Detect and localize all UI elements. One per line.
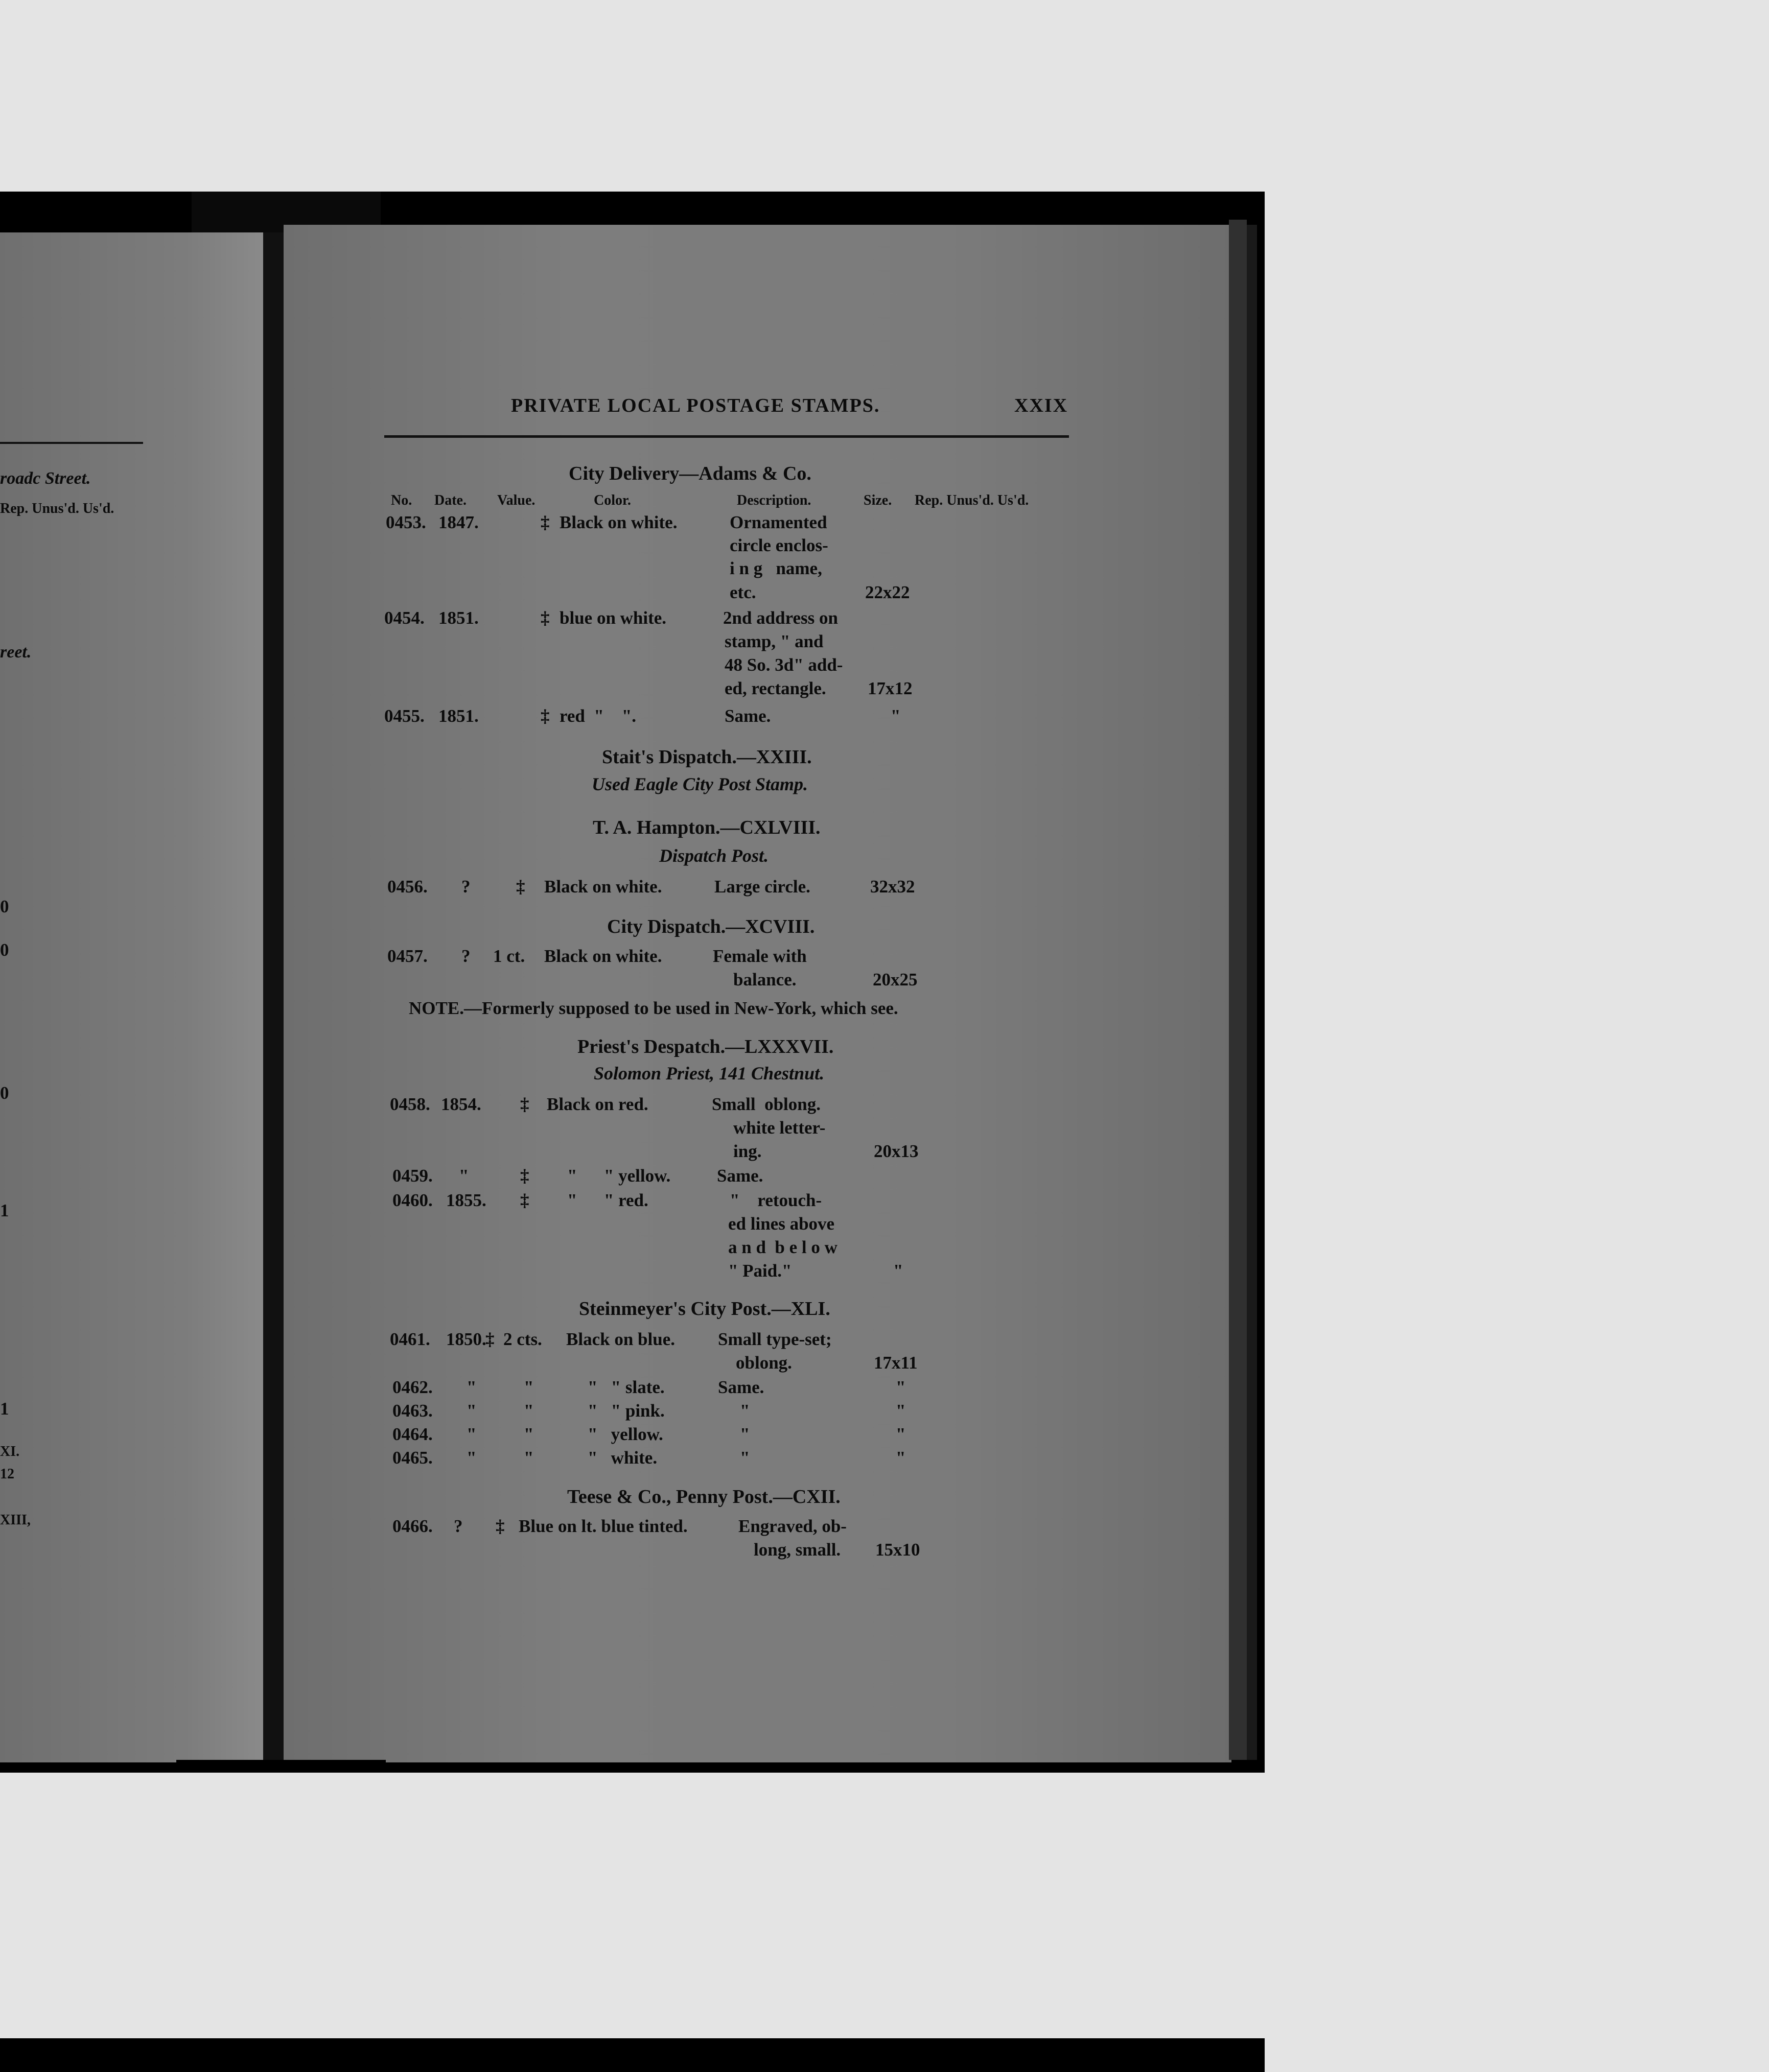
row-value: ‡ bbox=[520, 1190, 529, 1210]
row-value: " bbox=[524, 1424, 534, 1444]
row-color: " " yellow. bbox=[567, 1166, 671, 1186]
row-size: " bbox=[896, 1377, 906, 1397]
row-value: ‡ bbox=[520, 1166, 529, 1186]
row-no: 0458. bbox=[390, 1094, 430, 1114]
row-desc: 2nd address on bbox=[723, 608, 839, 628]
row-value: " bbox=[524, 1401, 534, 1421]
row-desc: stamp, " and bbox=[725, 631, 824, 651]
row-color: " white. bbox=[588, 1448, 658, 1468]
row-desc: Engraved, ob- bbox=[738, 1516, 847, 1536]
row-desc: ing. bbox=[733, 1141, 762, 1161]
row-size: " bbox=[896, 1424, 906, 1444]
left-fragment: 0 bbox=[0, 940, 9, 960]
row-date: " bbox=[459, 1166, 469, 1186]
row-value: " bbox=[524, 1448, 534, 1468]
header-rule bbox=[384, 435, 1069, 438]
row-no: 0457. bbox=[387, 946, 428, 966]
row-color: Black on blue. bbox=[566, 1329, 675, 1349]
row-date: " bbox=[467, 1401, 477, 1421]
row-date: 1851. bbox=[438, 608, 479, 628]
column-header-rep: Rep. Unus'd. Us'd. bbox=[915, 492, 1029, 508]
left-fragment: 1 bbox=[0, 1399, 9, 1419]
row-no: 0453. bbox=[386, 512, 426, 532]
section-title: T. A. Hampton.—CXLVIII. bbox=[593, 817, 821, 838]
row-no: 0461. bbox=[390, 1329, 430, 1349]
row-desc: a n d b e l o w bbox=[728, 1237, 837, 1257]
section-title: Teese & Co., Penny Post.—CXII. bbox=[567, 1486, 841, 1508]
row-no: 0463. bbox=[392, 1401, 433, 1421]
row-desc: long, small. bbox=[754, 1540, 841, 1560]
row-value: ‡ bbox=[496, 1516, 505, 1536]
row-value: ‡ 2 cts. bbox=[485, 1329, 542, 1349]
row-size: " bbox=[896, 1401, 906, 1421]
row-desc: Ornamented bbox=[730, 512, 827, 532]
page-edge bbox=[1229, 220, 1247, 1760]
row-desc: i n g name, bbox=[730, 558, 822, 578]
row-date: ? bbox=[461, 877, 471, 897]
row-size: 22x22 bbox=[865, 582, 910, 602]
column-header-value: Value. bbox=[497, 492, 536, 508]
column-header-date: Date. bbox=[434, 492, 467, 508]
scan-background-right bbox=[1265, 0, 1769, 2072]
row-size: 15x10 bbox=[875, 1540, 920, 1560]
row-no: 0454. bbox=[384, 608, 425, 628]
row-date: 1851. bbox=[438, 706, 479, 726]
section-title: City Dispatch.—XCVIII. bbox=[607, 916, 815, 937]
row-color: " yellow. bbox=[588, 1424, 663, 1444]
row-desc: 48 So. 3d" add- bbox=[725, 655, 843, 675]
row-desc: " bbox=[740, 1448, 750, 1468]
left-fragment: 12 bbox=[0, 1466, 14, 1482]
row-color: " " pink. bbox=[588, 1401, 665, 1421]
row-date: ? bbox=[454, 1516, 463, 1536]
row-desc: ed lines above bbox=[728, 1214, 835, 1234]
left-fragment: 0 bbox=[0, 897, 9, 916]
row-color: " " slate. bbox=[588, 1377, 665, 1397]
row-desc: ed, rectangle. bbox=[725, 678, 826, 698]
row-desc: Large circle. bbox=[714, 877, 810, 897]
row-size: 32x32 bbox=[870, 877, 915, 897]
row-desc: balance. bbox=[733, 970, 797, 990]
row-desc: Small type-set; bbox=[718, 1329, 832, 1349]
row-color: Black on white. bbox=[544, 946, 662, 966]
row-size: 20x25 bbox=[873, 970, 918, 990]
row-date: " bbox=[467, 1448, 477, 1468]
row-color: Black on red. bbox=[547, 1094, 648, 1114]
row-no: 0456. bbox=[387, 877, 428, 897]
left-fragment: XIII, bbox=[0, 1512, 31, 1528]
row-no: 0464. bbox=[392, 1424, 433, 1444]
row-desc: Small oblong. bbox=[712, 1094, 821, 1114]
left-page bbox=[0, 232, 263, 1762]
row-desc: " Paid." bbox=[728, 1261, 792, 1281]
row-desc: Same. bbox=[725, 706, 771, 726]
row-date: 1855. bbox=[446, 1190, 486, 1210]
section-subtitle: Solomon Priest, 141 Chestnut. bbox=[594, 1063, 825, 1084]
page-number: XXIX bbox=[1014, 395, 1068, 416]
row-desc: Same. bbox=[718, 1377, 764, 1397]
row-date: 1854. bbox=[441, 1094, 481, 1114]
section-subtitle: Used Eagle City Post Stamp. bbox=[592, 774, 808, 794]
row-value: ‡ bbox=[541, 706, 550, 726]
section-title: City Delivery—Adams & Co. bbox=[569, 463, 811, 484]
binding-bottom bbox=[176, 1760, 386, 1769]
row-color: Black on white. bbox=[544, 877, 662, 897]
running-head: PRIVATE LOCAL POSTAGE STAMPS. bbox=[511, 395, 880, 416]
row-no: 0462. bbox=[392, 1377, 433, 1397]
row-size: 17x12 bbox=[868, 678, 913, 698]
row-desc: etc. bbox=[730, 582, 756, 602]
row-color: " " red. bbox=[567, 1190, 648, 1210]
row-size: " bbox=[896, 1448, 906, 1468]
column-header-description: Description. bbox=[737, 492, 811, 508]
row-desc: white letter- bbox=[733, 1118, 826, 1138]
row-color: red " ". bbox=[560, 706, 637, 726]
row-value: ‡ bbox=[516, 877, 525, 897]
section-subtitle: Dispatch Post. bbox=[659, 845, 769, 866]
left-fragment: reet. bbox=[0, 643, 32, 662]
row-desc: Same. bbox=[717, 1166, 763, 1186]
row-no: 0466. bbox=[392, 1516, 433, 1536]
row-value: " bbox=[524, 1377, 534, 1397]
scan-background-top-strip bbox=[0, 46, 1769, 192]
row-desc: " bbox=[740, 1424, 750, 1444]
section-title: Steinmeyer's City Post.—XLI. bbox=[579, 1298, 830, 1320]
row-date: 1847. bbox=[438, 512, 479, 532]
row-size: 20x13 bbox=[874, 1141, 919, 1161]
left-fragment: Rep. Unus'd. Us'd. bbox=[0, 501, 114, 516]
row-value: 1 ct. bbox=[493, 946, 525, 966]
row-desc: circle enclos- bbox=[730, 535, 828, 555]
section-title: Priest's Despatch.—LXXXVII. bbox=[577, 1036, 834, 1057]
scan-background-bottom bbox=[0, 1773, 1769, 2038]
row-size: 17x11 bbox=[874, 1353, 918, 1373]
row-no: 0460. bbox=[392, 1190, 433, 1210]
book-gutter bbox=[263, 232, 284, 1762]
row-desc: " bbox=[740, 1401, 750, 1421]
row-no: 0459. bbox=[392, 1166, 433, 1186]
row-date: " bbox=[467, 1424, 477, 1444]
row-no: 0465. bbox=[392, 1448, 433, 1468]
row-date: 1850. bbox=[446, 1329, 486, 1349]
left-page-rule bbox=[0, 442, 143, 444]
column-header-no: No. bbox=[391, 492, 412, 508]
row-color: Black on white. bbox=[560, 512, 678, 532]
row-value: ‡ bbox=[541, 512, 550, 532]
row-date: " bbox=[467, 1377, 477, 1397]
row-color: Blue on lt. blue tinted. bbox=[519, 1516, 688, 1536]
page-edge-shadow bbox=[1247, 225, 1257, 1760]
row-size: " bbox=[893, 1261, 903, 1281]
column-header-size: Size. bbox=[864, 492, 892, 508]
row-value: ‡ bbox=[520, 1094, 529, 1114]
row-desc: oblong. bbox=[736, 1353, 792, 1373]
row-date: ? bbox=[461, 946, 471, 966]
left-fragment: XI. bbox=[0, 1444, 20, 1459]
note: NOTE.—Formerly supposed to be used in New-York, which see. bbox=[409, 998, 898, 1018]
left-fragment: 1 bbox=[0, 1200, 9, 1220]
left-fragment: roadc Street. bbox=[0, 469, 91, 488]
row-size: " bbox=[891, 706, 901, 726]
row-value: ‡ bbox=[541, 608, 550, 628]
section-title: Stait's Dispatch.—XXIII. bbox=[602, 746, 812, 768]
left-fragment: 0 bbox=[0, 1083, 9, 1103]
row-desc: " retouch- bbox=[730, 1190, 822, 1210]
row-color: blue on white. bbox=[560, 608, 667, 628]
column-header-color: Color. bbox=[594, 492, 631, 508]
row-desc: Female with bbox=[713, 946, 807, 966]
row-no: 0455. bbox=[384, 706, 425, 726]
